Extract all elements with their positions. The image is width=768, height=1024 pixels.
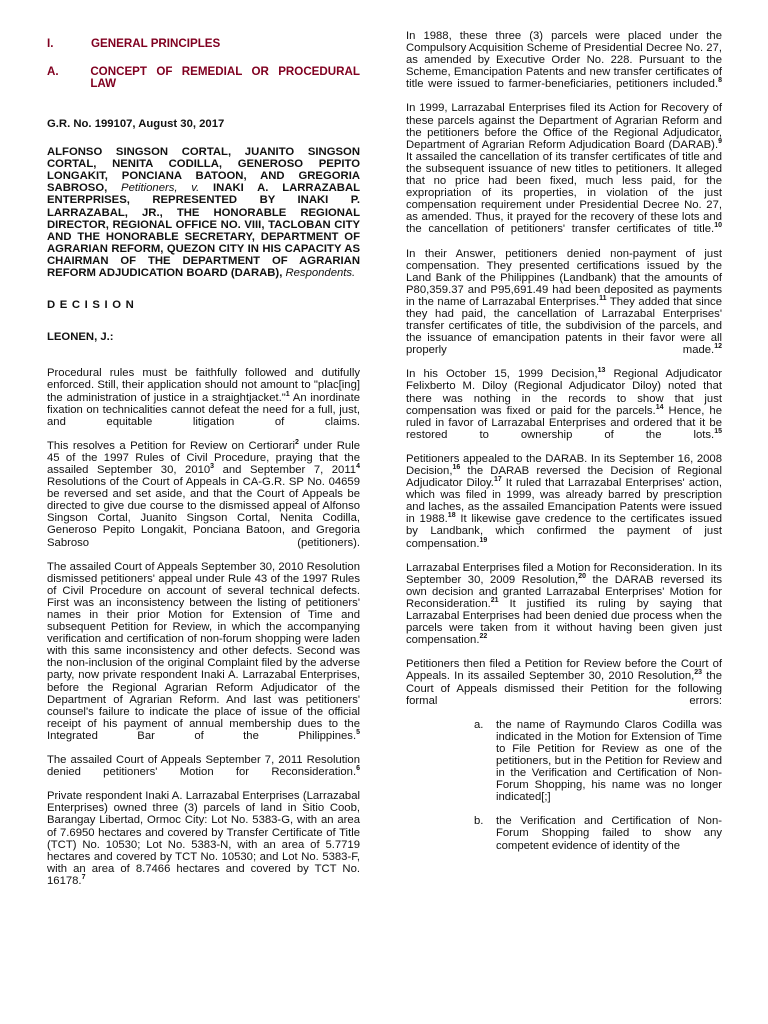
paragraph-text: In their Answer, petitioners denied non-payment of just compensation. They presented certifications issued by the Land Bank of the Philippines (Landbank) that the amounts of P80,359.37 and P95,691.49 had been deposited as payments in the name of Larrazabal Enterprises. [406, 247, 722, 308]
body-paragraph [406, 102, 722, 235]
footnote-ref[interactable]: 10 [714, 222, 722, 230]
ponente: LEONEN, J.: [47, 331, 114, 344]
left-paragraphs [47, 367, 360, 887]
footnote-ref[interactable]: 19 [479, 536, 488, 544]
body-paragraph [47, 440, 360, 549]
right-paragraphs [406, 30, 722, 707]
body-paragraph [47, 790, 360, 887]
body-paragraph [406, 368, 722, 441]
paragraph-text: the Court of Appeals dismissed their Petition for the following formal errors: [406, 670, 723, 707]
footnote-ref[interactable]: 9 [718, 137, 722, 145]
paragraph-text: The assailed Court of Appeals September 30, 2010 Resolution dismissed petitioners' appeal under Rule 43 of the 1997 Rules of Civil Procedure on account of several technical defects. First was an inconsistency between the listing of petitioners' names in their prior Motion for Extension of Time and subsequent Petition for Review, in which the accompanying verification and certification of non-forum shopping were laden with this same inconsistency and other defects. Second was the non-inclusion of the original Complaint filed by the adverse party, now private respondent Inaki A. Larrazabal Enterprises, before the Regional Agrarian Reform Adjudicator of the Department of Agrarian Reform. And last was petitioners' counsel's failure to indicate the place of issue of the official receipt of his payment of annual membership dues to the Integrated Bar of the Philippines. [47, 560, 360, 742]
paragraph-text: Private respondent Inaki A. Larrazabal Enterprises (Larrazabal Enterprises) owned three (3) parcels of land in Sitio Coob, Barangay Libertad, Ormoc City: Lot No. 5383-G, with an area of 7.6950 hectares and covered by Transfer Certificate of Title (TCT) No. 10530; Lot No. 5383-N, with an area of 5.7719 hectares and covered by TCT No. 10530; and Lot No. 5383-F, with an area of 8.7466 hectares and covered by TCT No. 16178. [47, 790, 360, 887]
body-paragraph [47, 561, 360, 742]
list-item-text: the Verification and Certification of Non-Forum Shopping failed to show any competent evidence of identity of the [496, 815, 722, 852]
paragraph-text: Larrazabal Enterprises filed a Motion for Reconsideration. In its September 30, 2009 Resolution, [406, 561, 722, 586]
footnote-ref[interactable]: 7 [81, 874, 86, 882]
body-paragraph [406, 658, 722, 706]
body-paragraph [47, 367, 360, 427]
formal-error-item [474, 719, 722, 804]
right-column [406, 30, 722, 864]
footnote-ref[interactable]: 16 [452, 464, 461, 472]
body-paragraph [406, 248, 722, 357]
body-paragraph [406, 453, 722, 550]
case-number: G.R. No. 199107, August 30, 2017 [47, 118, 225, 130]
left-column [47, 30, 360, 899]
footnote-ref[interactable]: 23 [694, 669, 703, 677]
formal-error-item [474, 815, 722, 851]
footnote-ref[interactable]: 20 [578, 572, 586, 580]
paragraph-text: Regional Adjudicator Felixberto M. Diloy (Regional Adjudicator Diloy) noted that there was nothing in the records to show that just compensation was fixed or paid for the parcels. [406, 368, 722, 417]
respondents-names: INAKI A. LARRAZABAL ENTERPRISES, REPRESENTED BY INAKI P. LARRAZABAL, JR., THE HONORABLE REGIONAL DIRECTOR, REGIONAL OFFICE NO. VIII, TACLOBAN CITY AND THE HONORABLE SECRETARY, DEPARTMENT OF AGRARIAN REFORM, QUEZON CITY IN HIS CAPACITY AS CHAIRMAN OF THE DEPARTMENT OF AGRARIAN REFORM ADJUDICATION BOARD (DARAB), [47, 182, 360, 280]
paragraph-text: This resolves a Petition for Review on Certiorari [47, 439, 295, 452]
paragraph-text: under Rule 45 of the 1997 Rules of Civil Procedure, praying that the assailed September 30, 2010 [47, 439, 360, 476]
list-marker: b. [474, 815, 484, 828]
list-marker: a. [474, 718, 484, 731]
paragraph-text: An inordinate fixation on technicalities cannot defeat the need for a full, just, and equitable litigation of claims. [47, 391, 360, 428]
body-paragraph [47, 754, 360, 778]
paragraph-text: They added that since they had paid, the cancellation of Larrazabal Enterprises' transfer certificates of title, the subdivision of the parcels, and the issuance of emancipation patents in their favor were all properly made. [406, 295, 722, 357]
paragraph-text: In his October 15, 1999 Decision, [406, 368, 598, 381]
paragraph-text: and September 7, 2011 [214, 463, 357, 476]
footnote-ref[interactable]: 12 [714, 343, 722, 351]
decision-title: DECISION [47, 299, 139, 312]
footnote-ref[interactable]: 2 [295, 439, 299, 447]
footnote-ref[interactable]: 6 [356, 765, 360, 773]
footnote-ref[interactable]: 14 [655, 403, 664, 411]
paragraph-text: the DARAB reversed the Decision of Regional Adjudicator Diloy. [406, 465, 722, 490]
footnote-ref[interactable]: 8 [718, 77, 722, 85]
footnote-ref[interactable]: 1 [285, 390, 290, 398]
list-item-text: the name of Raymundo Claros Codilla was indicated in the Motion for Extension of Time to File Petition for Review as one of the petitioners, but in the Petition for Review and in the Verification and Certification of Non-Forum Shopping, his name was no longer indicated[;] [496, 718, 722, 804]
paragraph-text: Petitioners appealed to the DARAB. In its September 16, 2008 Decision, [406, 452, 722, 477]
footnote-ref[interactable]: 4 [356, 463, 360, 471]
footnote-ref[interactable]: 3 [210, 463, 215, 471]
paragraph-text: Petitioners then filed a Petition for Review before the Court of Appeals. In its assailed September 30, 2010 Resolution, [406, 658, 722, 683]
footnote-ref[interactable]: 13 [597, 367, 606, 375]
paragraph-text: It justified its ruling by saying that Larrazabal Enterprises had been denied due process when the parcels were taken from it without having been given just compensation. [406, 597, 722, 647]
paragraph-text: It assailed the cancellation of its transfer certificates of title and the subsequent issuance of new titles to petitioners. It alleged that no price had been fixed, much less paid, for the expropriation of its properties, in violation of the just compensation requirement under Presidential Decree No. 27, as amended. Thus, it prayed for the recovery of these lots and the cancellation of petitioners' transfer certificates of title. [406, 150, 722, 236]
footnote-ref[interactable]: 18 [447, 512, 456, 520]
footnote-ref[interactable]: 5 [356, 729, 360, 737]
paragraph-text: It likewise gave credence to the certificates issued by Landbank, which confirmed the payment of just compensation. [406, 513, 722, 550]
body-paragraph [406, 562, 722, 647]
paragraph-text: the DARAB reversed its own decision and granted Larrazabal Enterprises' Motion for Reconsideration. [406, 573, 722, 610]
footnote-ref[interactable]: 22 [479, 633, 488, 641]
heading-number: I. [47, 37, 54, 50]
paragraph-text: Procedural rules must be faithfully followed and dutifully enforced. Still, their application should not amount to "plac[ing] the administration of justice in a straightjacket." [47, 367, 360, 404]
section-heading-general-principles [47, 38, 360, 50]
paragraph-text: It ruled that Larrazabal Enterprises' action, which was filed in 1999, was already barred by prescription and laches, as the assailed Emancipation Patents were issued in 1988. [406, 477, 722, 526]
paragraph-text: Hence, he ruled in favor of Larrazabal Enterprises and ordered that it be restored to ownership of the lots. [406, 404, 722, 441]
formal-errors-list [406, 719, 722, 852]
heading-text: CONCEPT OF REMEDIAL OR PROCEDURAL LAW [90, 65, 360, 90]
petitioners-role: Petitioners, v. [121, 182, 200, 195]
footnote-ref[interactable]: 21 [490, 597, 499, 605]
section-heading-remedial-law [47, 66, 360, 90]
footnote-ref[interactable]: 15 [714, 428, 722, 436]
footnote-ref[interactable]: 17 [493, 476, 502, 484]
paragraph-text: The assailed Court of Appeals September 7, 2011 Resolution denied petitioners' Motion for Reconsideration. [47, 754, 360, 779]
respondents-role: Respondents. [285, 267, 356, 280]
paragraph-text: In 1999, Larrazabal Enterprises filed its Action for Recovery of these parcels against the Department of Agrarian Reform and the petitioners before the Office of the Regional Adjudicator, Department of Agrarian Reform Adjudication Board (DARAB). [406, 102, 722, 151]
body-paragraph [406, 30, 722, 90]
paragraph-text: Resolutions of the Court of Appeals in CA-G.R. SP No. 04659 be reversed and set aside, and that the Court of Appeals be directed to give due course to the dismissed appeal of Alfonso Singson Cortal, Juanito Singson Cortal, Nenita Codilla, Generoso Pepito Longakit, Ponciana Batoon, and Gregoria Sabroso (petitioners). [47, 476, 360, 549]
case-parties [47, 146, 360, 279]
heading-text: GENERAL PRINCIPLES [91, 37, 221, 50]
petitioners-names: ALFONSO SINGSON CORTAL, JUANITO SINGSON CORTAL, NENITA CODILLA, GENEROSO PEPITO LONGAKIT, PONCIANA BATOON, AND GREGORIA SABROSO, [47, 146, 360, 195]
footnote-ref[interactable]: 11 [599, 295, 607, 303]
paragraph-text: In 1988, these three (3) parcels were placed under the Compulsory Acquisition Scheme of Presidential Decree No. 27, as amended by Executive Order No. 228. Pursuant to the Scheme, Emancipation Patents and new transfer certificates of title were issued to farmer-beneficiaries, petitioners included. [406, 30, 722, 91]
heading-letter: A. [47, 65, 59, 78]
